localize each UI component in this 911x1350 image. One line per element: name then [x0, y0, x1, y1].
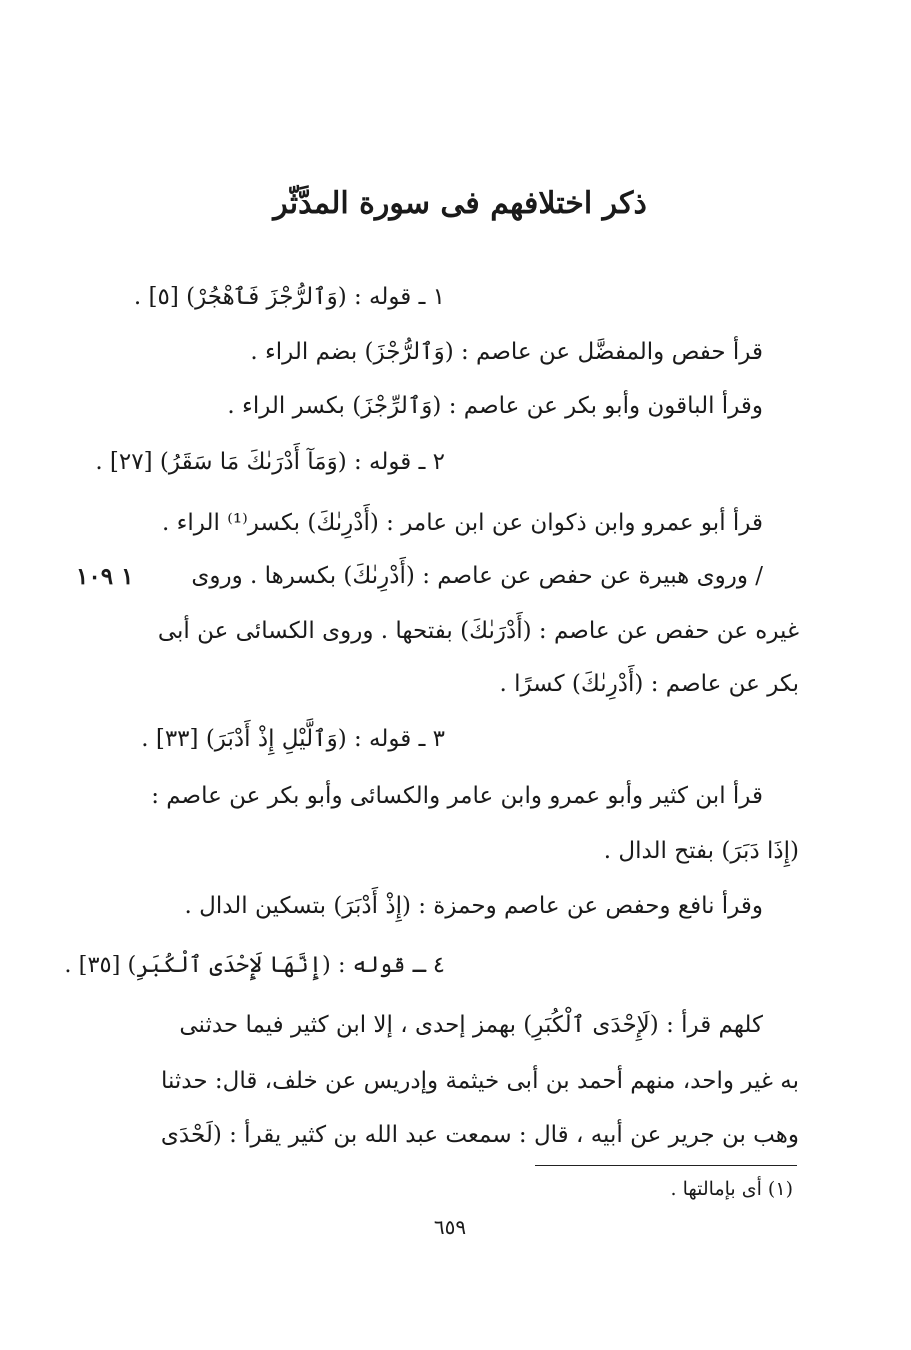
- text-line: / وروى هبيرة عن حفص عن عاصم : (أَدْرِىٰكَ) بكسرها . وروى: [191, 563, 763, 589]
- footnote-divider: [535, 1165, 797, 1166]
- margin-reference: ١ ١٠٩: [76, 563, 134, 590]
- text-line: غيره عن حفص عن عاصم : (أَدْرَىٰكَ) بفتحها . وروى الكسائى عن أبى: [157, 618, 799, 644]
- text-line: قرأ أبو عمرو وابن ذكوان عن ابن عامر : (أَدْرِىٰكَ) بكسر⁽¹⁾ الراء .: [161, 510, 763, 536]
- page-number: ٦٥٩: [433, 1215, 467, 1239]
- footnote: (١) أى بإمالتها .: [670, 1178, 793, 1200]
- text-line: ٢ ـ قوله : (وَمَآ أَدْرَىٰكَ مَا سَقَرُ) [٢٧] .: [95, 449, 445, 475]
- text-line: بكر عن عاصم : (أَدْرِىٰكَ) كسرًا .: [499, 671, 799, 697]
- text-line: وهب بن جرير عن أبيه ، قال : سمعت عبد الله بن كثير يقرأ : (لَحْدَى: [160, 1122, 799, 1148]
- text-line: وقرأ الباقون وأبو بكر عن عاصم : (وَٱلرِّجْزَ) بكسر الراء .: [227, 393, 763, 419]
- text-line: ٣ ـ قوله : (وَٱلَّيْلِ إِذْ أَدْبَرَ) [٣٣] .: [141, 726, 445, 752]
- text-line: كلهم قرأ : (لَإِحْدَى ٱلْكُبَرِ) بهمز إحدى ، إلا ابن كثير فيما حدثنى: [179, 1012, 763, 1038]
- text-line: قرأ ابن كثير وأبو عمرو وابن عامر والكسائى وأبو بكر عن عاصم :: [151, 783, 763, 809]
- text-line: قرأ حفص والمفضَّل عن عاصم : (وَٱلرُّجْزَ) بضم الراء .: [250, 339, 763, 365]
- text-line: ٤ ـ قوله : (إِنَّهَا لَإِحْدَى ٱلْكُبَرِ) [٣٥] .: [64, 952, 445, 978]
- text-line: وقرأ نافع وحفص عن عاصم وحمزة : (إِذْ أَدْبَرَ) بتسكين الدال .: [184, 893, 763, 919]
- text-line: به غير واحد، منهم أحمد بن أبى خيثمة وإدريس عن خلف، قال: حدثنا: [160, 1068, 799, 1094]
- text-line: (إِذَا دَبَرَ) بفتح الدال .: [603, 838, 799, 864]
- text-line: ١ ـ قوله : (وَٱلرُّجْزَ فَٱهْجُرْ) [٥] .: [133, 284, 445, 310]
- chapter-title: ذكر اختلافهم فى سورة المدَّثّر: [273, 186, 647, 221]
